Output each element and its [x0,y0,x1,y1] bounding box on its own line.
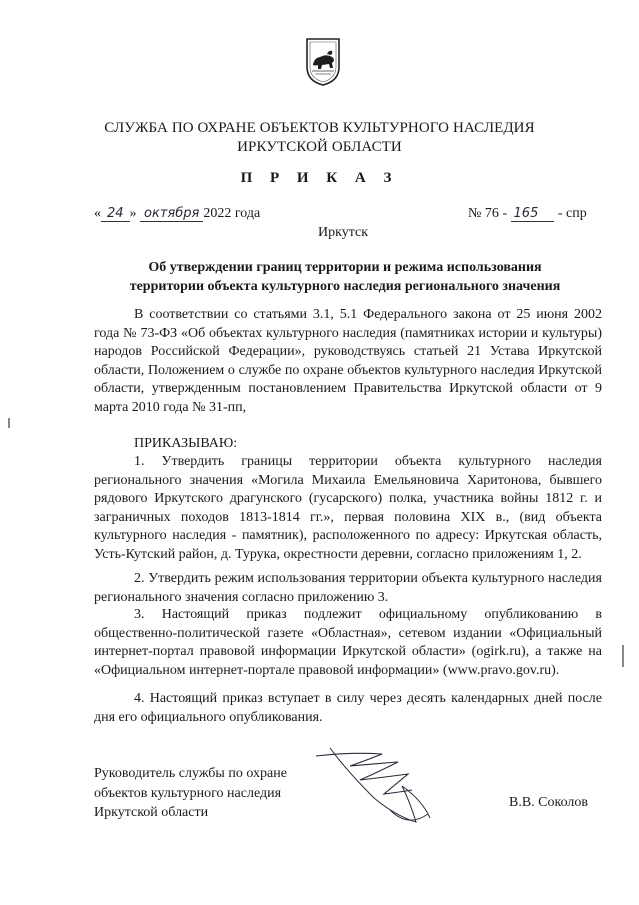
document-title: П Р И К А З [240,170,399,186]
signatory-title-line3: Иркутской области [94,805,209,820]
scan-mark [8,418,10,428]
order-item-2: 2. Утвердить режим использования территории объекта культурного наследия регионального значения согласно приложению 3. [94,571,602,605]
number-prefix: № 76 - [468,206,508,221]
subject-line1: Об утверждении границ территории и режима использования [148,260,542,275]
number-suffix: - спр [557,206,587,221]
coat-of-arms-icon [305,37,341,87]
year-text: 2022 года [203,206,261,221]
handwritten-signature [312,740,442,835]
order-item-1: 1. Утвердить границы территории объекта культурного наследия регионального значения «Могила Михаила Емельяновича Харитонова, бывшего рядового Иркутского драгунского (гусарского) полка, участника войны 1812 г. и заграничных походов 1813-1814 гг.», первая половина XIX в., (вид объекта культурного наследия - памятник), расположенного по адресу: Иркутская область, Усть-Кутский район, д. Турука, окрестности деревни, согласно приложениям 1, 2. [94,454,602,562]
signatory-name: В.В. Соколов [509,795,589,810]
signatory-title-line1: Руководитель службы по охране [94,766,287,781]
signatory-title [94,764,287,823]
quote-close: » [129,206,137,221]
agency-name-line2: ИРКУТСКОЙ ОБЛАСТИ [237,139,402,155]
agency-name-line1: СЛУЖБА ПО ОХРАНЕ ОБЪЕКТОВ КУЛЬТУРНОГО НАСЛЕДИЯ [104,120,535,136]
order-word: ПРИКАЗЫВАЮ: [134,436,238,451]
signatory-title-line2: объектов культурного наследия [94,785,282,801]
scan-mark [622,645,624,667]
handwritten-month: октября [140,206,203,222]
subject-line2: территории объекта культурного наследия регионального значения [129,279,561,294]
preamble-paragraph: В соответствии со статьями 3.1, 5.1 Федерального закона от 25 июня 2002 года № 73-ФЗ «Об объектах культурного наследия (памятниках истории и культуры) народов Российской Федерации», руководствуясь статьей 21 Устава Иркутской области, Положением о службе по охране объектов культурного наследия Иркутской области, утвержденным постановлением Правительства Иркутской области от 9 марта 2010 года № 31-пп, [94,307,602,415]
order-subject [90,258,600,296]
quote-open: « [94,206,101,221]
city-name: Иркутск [318,225,369,240]
order-date [94,206,260,222]
order-item-4: 4. Настоящий приказ вступает в силу через десять календарных дней после дня его официального опубликования. [94,691,602,725]
handwritten-day: 24 [101,206,130,222]
order-item-3: 3. Настоящий приказ подлежит официальному опубликованию в общественно-политической газете «Областная», сетевом издании «Официальный интернет-портал правовой информации Иркутской области» (ogirk.ru), а также на «Официальном интернет-портале правовой информации» (www.pravo.gov.ru). [94,607,602,678]
order-number [468,206,587,222]
handwritten-number: 165 [511,206,555,222]
